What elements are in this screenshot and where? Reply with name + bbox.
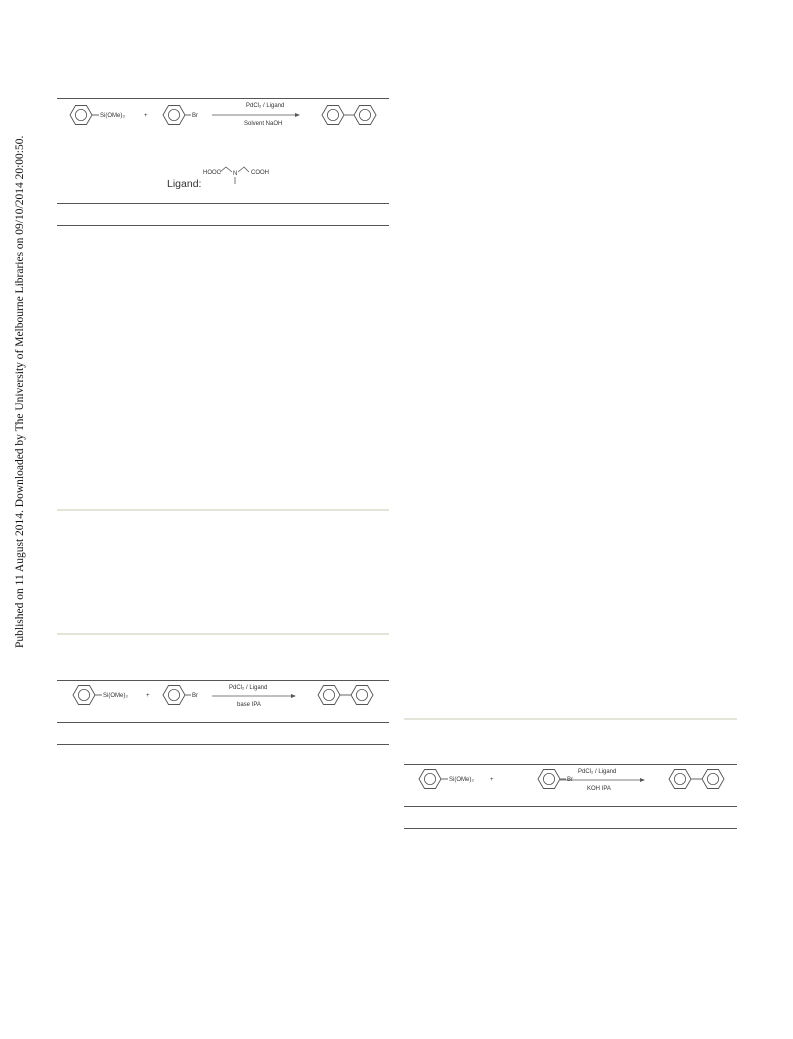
right-column-section-rule <box>404 718 737 720</box>
table1-body-rule <box>57 225 389 226</box>
table2-body-rule <box>57 744 389 745</box>
arrow-conditions-bottom: KOH IPA <box>587 786 611 792</box>
si-ome3-label: Si(OMe)₃ <box>449 777 474 783</box>
br-label: Br <box>567 777 573 783</box>
scheme-1 <box>57 99 389 203</box>
ligand-structure <box>203 167 269 184</box>
download-stamp: Published on 11 August 2014. Downloaded by The University of Melbourne Libraries on 09/10/2014 20:00:50. <box>14 135 26 648</box>
biphenyl-structure <box>669 770 724 789</box>
arrow-conditions-bottom: base IPA <box>237 702 261 708</box>
si-ome3-label: Si(OMe)₃ <box>100 113 125 119</box>
biphenyl-structure <box>318 686 373 705</box>
ligand-label: Ligand: <box>167 178 202 190</box>
si-ome3-label: Si(OMe)₃ <box>103 693 128 699</box>
reaction-arrow <box>212 685 296 708</box>
arrow-conditions-bottom: Solvent NaOH <box>244 121 283 127</box>
br-label: Br <box>192 113 198 119</box>
biphenyl-structure <box>322 106 376 125</box>
reaction-arrow <box>212 103 300 127</box>
table2-header-rule <box>57 722 389 723</box>
table3-header-rule <box>404 806 737 807</box>
arrow-conditions-top: PdCl₂ / Ligand <box>578 769 617 775</box>
table3-body-rule <box>404 828 737 829</box>
table1-footnote-rule <box>57 633 389 635</box>
bromobenzene-structure <box>163 686 198 705</box>
br-label: Br <box>192 693 198 699</box>
table1-header-rule <box>57 203 389 204</box>
ligand-n: N <box>233 171 238 177</box>
bromobenzene-structure <box>538 770 573 789</box>
plus-sign: + <box>144 113 148 119</box>
plus-sign: + <box>490 777 494 783</box>
phenyl-trimethoxysilane-structure <box>73 686 128 705</box>
arrow-conditions-top: PdCl₂ / Ligand <box>246 103 285 109</box>
bromobenzene-structure <box>163 106 198 125</box>
ligand-hooc: HOOC <box>203 170 221 176</box>
arrow-conditions-top: PdCl₂ / Ligand <box>229 685 268 691</box>
scheme-2 <box>57 681 389 721</box>
scheme-3 <box>404 765 737 805</box>
phenyl-trimethoxysilane-structure <box>70 106 125 125</box>
table1-bottom-rule <box>57 509 389 511</box>
phenyl-trimethoxysilane-structure <box>419 770 474 789</box>
ligand-cooh: COOH <box>251 170 269 176</box>
plus-sign: + <box>146 693 150 699</box>
